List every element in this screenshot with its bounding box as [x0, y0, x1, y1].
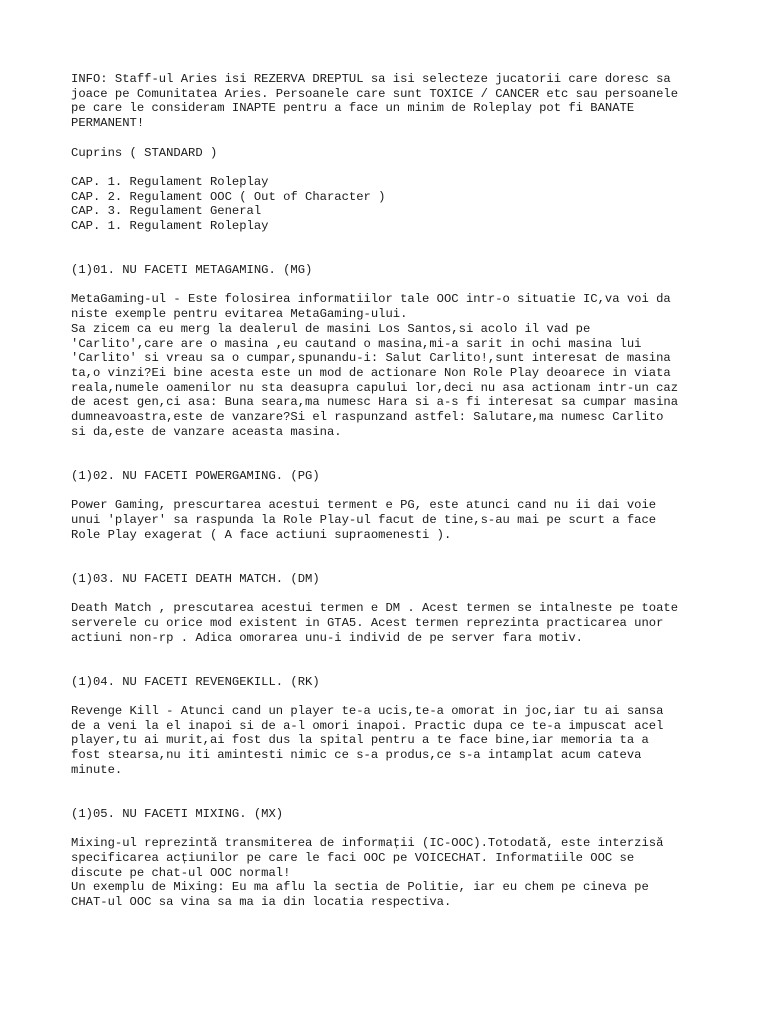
section-line: Revenge Kill - Atunci cand un player te-a ucis,te-a omorat in joc,iar tu ai sansa — [71, 704, 664, 719]
section-line: de acest gen,ci asa: Buna seara,ma numesc Hara si a-s fi interesat sa cumpar masina — [71, 395, 679, 410]
contents-list — [71, 175, 711, 234]
contents-item: CAP. 3. Regulament General — [71, 204, 262, 219]
section-line: discute pe chat-ul OOC normal! — [71, 865, 291, 880]
section-line: fost stearsa,nu iti amintesti nimic ce s-a produs,ce s-a intamplat acum cateva — [71, 748, 642, 763]
section-line: CHAT-ul OOC sa vina sa ma ia din locatia respectiva. — [71, 895, 452, 910]
section-line: actiuni non-rp . Adica omorarea unu-i individ de pe server fara motiv. — [71, 630, 583, 645]
rule-section-revengekill — [71, 675, 711, 778]
intro-line: PERMANENT! — [71, 116, 145, 131]
document-page — [71, 72, 711, 910]
section-line: unui 'player' sa raspunda la Role Play-ul facut de tine,s-au mai pe scurt a face — [71, 513, 657, 527]
section-heading: (1)04. NU FACETI REVENGEKILL. (RK) — [71, 674, 320, 689]
section-heading: (1)01. NU FACETI METAGAMING. (MG) — [71, 263, 313, 278]
section-line: niste exemple pentru evitarea MetaGaming-ului. — [71, 307, 408, 322]
intro-line: INFO: Staff-ul Aries isi REZERVA DREPTUL sa isi selecteze jucatorii care doresc sa — [71, 72, 671, 86]
section-line: dumneavoastra,este de vanzare?Si el raspunzand astfel: Salutare,ma numesc Carlito — [71, 410, 664, 425]
rule-section-metagaming — [71, 263, 711, 439]
section-line: ta,o vinzi?Ei bine acesta este un mod de actionare Non Role Play deoarece in viata — [71, 366, 671, 380]
section-line: de a veni la el inapoi si de a-l omori inapoi. Practic dupa ce te-a impuscat acel — [71, 718, 664, 733]
section-heading: (1)02. NU FACETI POWERGAMING. (PG) — [71, 468, 320, 483]
contents-item: CAP. 2. Regulament OOC ( Out of Character ) — [71, 189, 386, 204]
section-line: Sa zicem ca eu merg la dealerul de masini Los Santos,si acolo il vad pe — [71, 321, 591, 336]
section-line: Death Match , prescutarea acestui termen e DM . Acest termen se intalneste pe toate — [71, 601, 679, 616]
section-line: Role Play exagerat ( A face actiuni supraomenesti ). — [71, 527, 452, 542]
contents-title: Cuprins ( STANDARD ) — [71, 145, 218, 160]
intro-paragraph — [71, 72, 711, 131]
section-line: MetaGaming-ul - Este folosirea informatiilor tale OOC intr-o situatie IC,va voi da — [71, 292, 671, 307]
section-line: minute. — [71, 762, 123, 777]
section-line: specificarea acțiunilor pe care le faci OOC pe VOICECHAT. Informatiile OOC se — [71, 851, 635, 866]
intro-line: joace pe Comunitatea Aries. Persoanele care sunt TOXICE / CANCER etc sau persoanele — [71, 86, 679, 101]
section-line: 'Carlito' si vreau sa o cumpar,spunandu-i: Salut Carlito!,sunt interesat de masina — [71, 351, 671, 366]
rule-section-deathmatch — [71, 572, 711, 646]
section-line: reala,numele oamenilor nu sta deasupra capului lor,deci nu asa actionam intr-un caz — [71, 380, 679, 395]
intro-line: pe care le consideram INAPTE pentru a face un minim de Roleplay pot fi BANATE — [71, 101, 635, 116]
section-line: Power Gaming, prescurtarea acestui terment e PG, este atunci cand nu ii dai voie — [71, 498, 657, 513]
contents-item: CAP. 1. Regulament Roleplay — [71, 219, 269, 233]
rule-section-powergaming — [71, 469, 711, 543]
section-heading: (1)05. NU FACETI MIXING. (MX) — [71, 806, 284, 821]
section-line: si da,este de vanzare aceasta masina. — [71, 424, 342, 439]
section-line: Mixing-ul reprezintă transmiterea de informații (IC-OOC).Totodată, este interzisă — [71, 836, 664, 851]
section-heading: (1)03. NU FACETI DEATH MATCH. (DM) — [71, 571, 320, 586]
section-line: player,tu ai murit,ai fost dus la spital pentru a te face bine,iar memoria ta a — [71, 733, 649, 748]
section-line: Un exemplu de Mixing: Eu ma aflu la sectia de Politie, iar eu chem pe cineva pe — [71, 880, 649, 895]
section-line: 'Carlito',care are o masina ,eu cautand o masina,mi-a sarit in ochi masina lui — [71, 336, 642, 351]
section-line: serverele cu orice mod existent in GTA5. Acest termen reprezinta practicarea unor — [71, 615, 664, 630]
rule-section-mixing — [71, 807, 711, 910]
contents-item: CAP. 1. Regulament Roleplay — [71, 174, 269, 189]
